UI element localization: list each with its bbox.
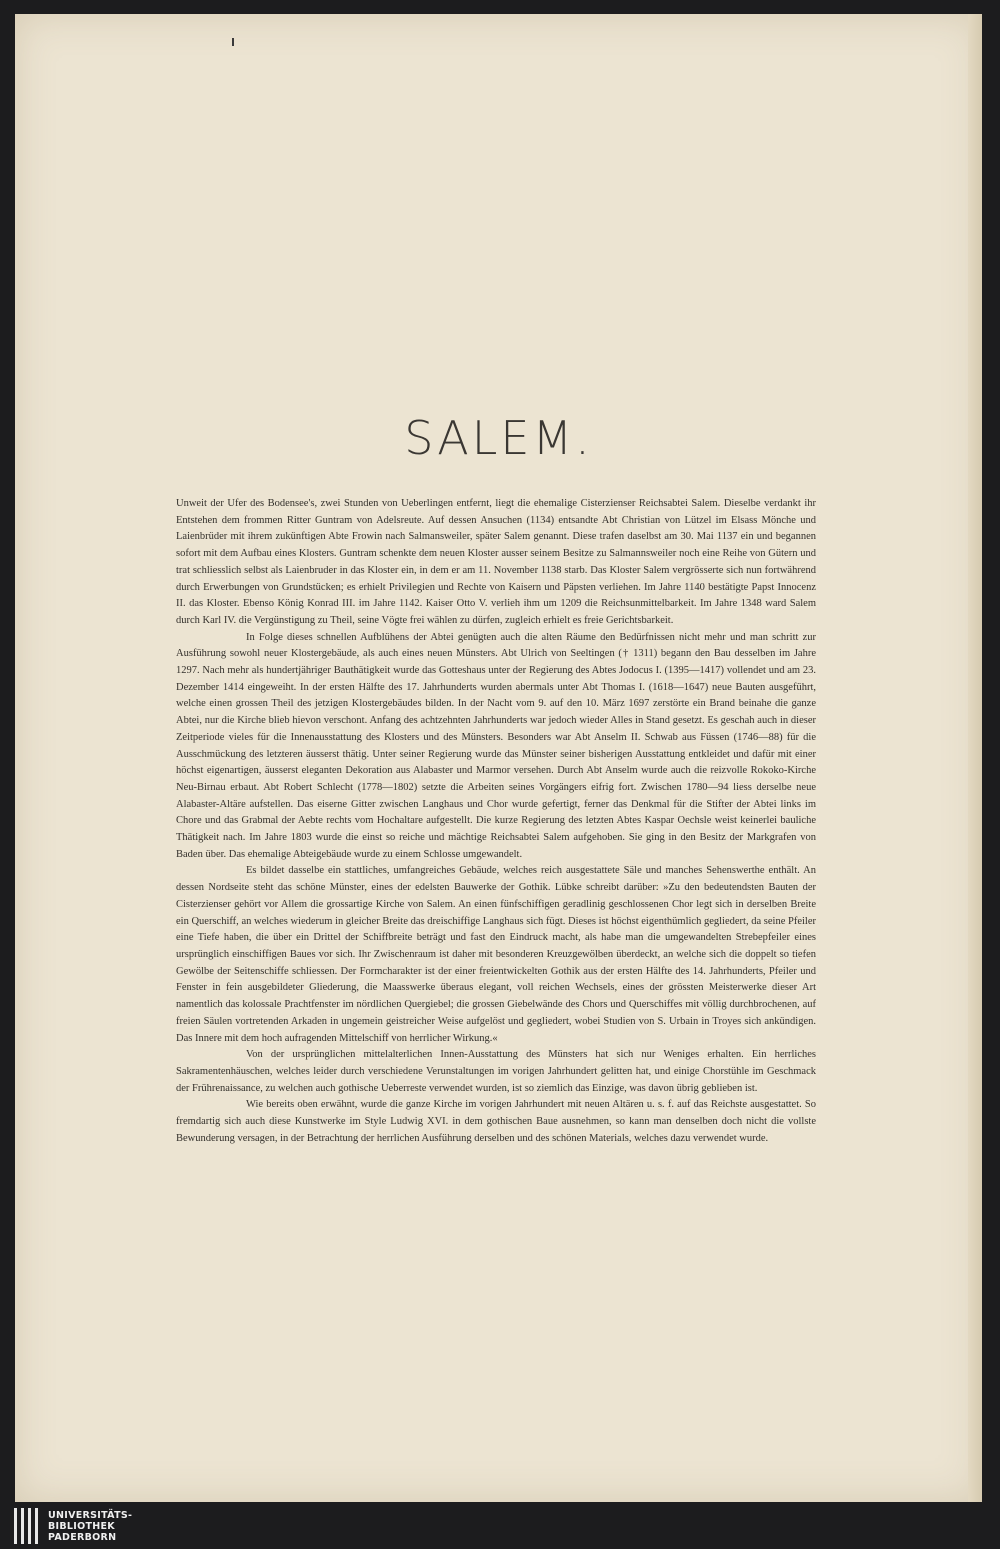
library-logo-text [48, 1510, 132, 1543]
paragraph-3: Es bildet dasselbe ein stattliches, umfangreiches Gebäude, welches reich ausgestattete Säle und manches Sehenswerthe enthält. An dessen Nordseite steht das schöne Münster, eines der edelsten Bauwerke der Gothik. Lübke schreibt darüber: »Zu den bedeutendsten Bauten der Cisterzienser gehört vor Allem die grossartige Kirche von Salem. An einen fünfschiffigen geradlinig geschlossenen Chor legt sich in derselben Breite ein Querschiff, an welches wiederum in gleicher Breite das dreischiffige Langhaus sich fügt. Dieses ist höchst eigenthümlich gegliedert, da seine Pfeiler eine Tiefe haben, die über ein Drittel der Schiffbreite beträgt und fast den Eindruck macht, als habe man die umgewandelten Strebepfeiler eines ursprünglich einschiffigen Baues vor sich. Ihr Zwischenraum ist daher mit besonderen Kreuzgewölben überdeckt, an welche sich die doppelt so tiefen Gewölbe der Seitenschiffe schliessen. Der Formcharakter ist der einer freientwickelten Gothik aus der ersten Hälfte des 14. Jahrhunderts, Pfeiler und Fenster in fein ausgebildeter Gliederung, die Maasswerke überaus elegant, voll reichen Wechsels, eines der grössten Meisterwerke dieser Art namentlich das kolossale Prachtfenster im nördlichen Quergiebel; die grossen Giebelwände des Chors und Querschiffes mit völlig durchbrochenen, auf freien Säulen vortretenden Arkaden in ungemein geistreicher Weise aufgelöst und gegliedert, wobei Studien von S. Urbain in Troyes sich ankündigen. Das Innere mit dem hoch aufragenden Mittelschiff von herrlicher Wirkung.« [176, 865, 816, 1044]
logo-line-3: PADERBORN [48, 1531, 117, 1543]
ink-mark [232, 38, 234, 46]
document-page [15, 14, 982, 1502]
body-text [176, 496, 816, 1147]
page-edge [968, 14, 982, 1502]
paragraph-1: Unweit der Ufer des Bodensee's, zwei Stunden von Ueberlingen entfernt, liegt die ehemalige Cisterzienser Reichsabtei Salem. Dieselbe verdankt ihr Entstehen dem frommen Ritter Guntram von Adelsreute. Auf dessen Ansuchen (1134) entsandte Abt Christian von Lützel im Elsass Mönche und Laienbrüder mit ihrem zukünftigen Abte Frowin nach Salmansweiler, später Salem genannt. Diese trafen daselbst am 30. Mai 1137 ein und begannen sofort mit dem Aufbau eines Klosters. Guntram schenkte dem neuen Kloster ausser seinem Besitze zu Salmannsweiler noch eine Reihe von Gütern und trat schliesslich selbst als Laienbruder in das Kloster ein, in dem er am 11. November 1138 starb. Das Kloster Salem vergrösserte sich nun fortwährend durch Erwerbungen von Grundstücken; es erhielt Privilegien und Rechte von Kaisern und Päpsten verliehen. Im Jahre 1140 bestätigte Papst Innocenz II. das Kloster. Ebenso König Konrad III. im Jahre 1142. Kaiser Otto V. verlieh ihm um 1209 die Reichsunmittelbarkeit. Im Jahre 1348 ward Salem durch Karl IV. die Vergünstigung zu Theil, seine Vögte frei wählen zu dürfen, zugleich erhielt es freie Gerichtsbarkeit. [176, 498, 816, 626]
library-logo-icon [14, 1508, 38, 1544]
library-logo [14, 1507, 132, 1545]
paragraph-4: Von der ursprünglichen mittelalterlichen Innen-Ausstattung des Münsters hat sich nur Weniges erhalten. Ein herrliches Sakramentenhäuschen, welches leider durch verschiedene Verunstaltungen im vorigen Jahrhundert gelitten hat, und einige Chorstühle im Geschmack der Frührenaissance, zu welchen auch gothische Ueberreste verwendet wurden, ist so ziemlich das Einzige, was davon übrig geblieben ist. [176, 1049, 816, 1094]
paragraph-2: In Folge dieses schnellen Aufblühens der Abtei genügten auch die alten Räume den Bedürfnissen nicht mehr und man schritt zur Ausführung sowohl neuer Klostergebäude, als auch eines neuen Münsters. Abt Ulrich von Seeltingen († 1311) begann den Bau desselben im Jahre 1297. Nach mehr als hundertjähriger Bauthätigkeit wurde das Gotteshaus unter der Regierung des Abtes Jodocus I. (1395—1417) vollendet und am 23. Dezember 1414 eingeweiht. In der ersten Hälfte des 17. Jahrhunderts wurden abermals unter Abt Thomas I. (1618—1647) neue Bauten ausgeführt, welche einen grossen Theil des jetzigen Klostergebäudes bilden. In der Nacht vom 9. auf den 10. März 1697 zerstörte ein Brand beinahe die ganze Abtei, nur die Kirche blieb hievon verschont. Anfang des achtzehnten Jahrhunderts war jedoch wieder Alles in Stand gesetzt. Es geschah auch in dieser Zeitperiode vieles für die Innenausstattung des Klosters und des Münsters. Besonders war Abt Anselm II. Schwab aus Füssen (1746—88) für die Ausschmückung des letzteren äusserst thätig. Unter seiner Regierung wurde das Münster seiner bisherigen Ausstattung entkleidet und dafür mit einer höchst eigenartigen, äusserst eleganten Dekoration aus Alabaster und Marmor versehen. Durch Abt Anselm wurde auch die reizvolle Rokoko-Kirche Neu-Birnau erbaut. Abt Robert Schlecht (1778—1802) setzte die Arbeiten seines Vorgängers eifrig fort. Zwischen 1780—94 liess derselbe neue Alabaster-Altäre aufstellen. Das eiserne Gitter zwischen Langhaus und Chor wurde gefertigt, ferner das Denkmal für die Stifter der Abtei links im Chore und das Grabmal der Aebte rechts vom Hochaltare aufgestellt. Die kurze Regierung des letzten Abtes Kaspar Oechsle weist keinerlei bauliche Thätigkeit nach. Im Jahre 1803 wurde die einst so reiche und mächtige Reichsabtei Salem aufgehoben. Sie ging in den Besitz der Markgrafen von Baden über. Das ehemalige Abteigebäude wurde zu einem Schlosse umgewandelt. [176, 631, 816, 860]
logo-line-1: UNIVERSITÄTS- [48, 1509, 133, 1521]
logo-line-2: BIBLIOTHEK [48, 1520, 115, 1532]
page-title: SALEM. [404, 410, 593, 465]
paragraph-5: Wie bereits oben erwähnt, wurde die ganze Kirche im vorigen Jahrhundert mit neuen Altären u. s. f. auf das Reichste ausgestattet. So fremdartig sich auch diese Kunstwerke im Style Ludwig XVI. in dem gothischen Baue ausnehmen, so kann man denselben doch nicht die vollste Bewunderung versagen, in der Betrachtung der herrlichen Ausführung derselben und des schönen Materials, welches dazu verwendet wurde. [176, 1099, 816, 1144]
